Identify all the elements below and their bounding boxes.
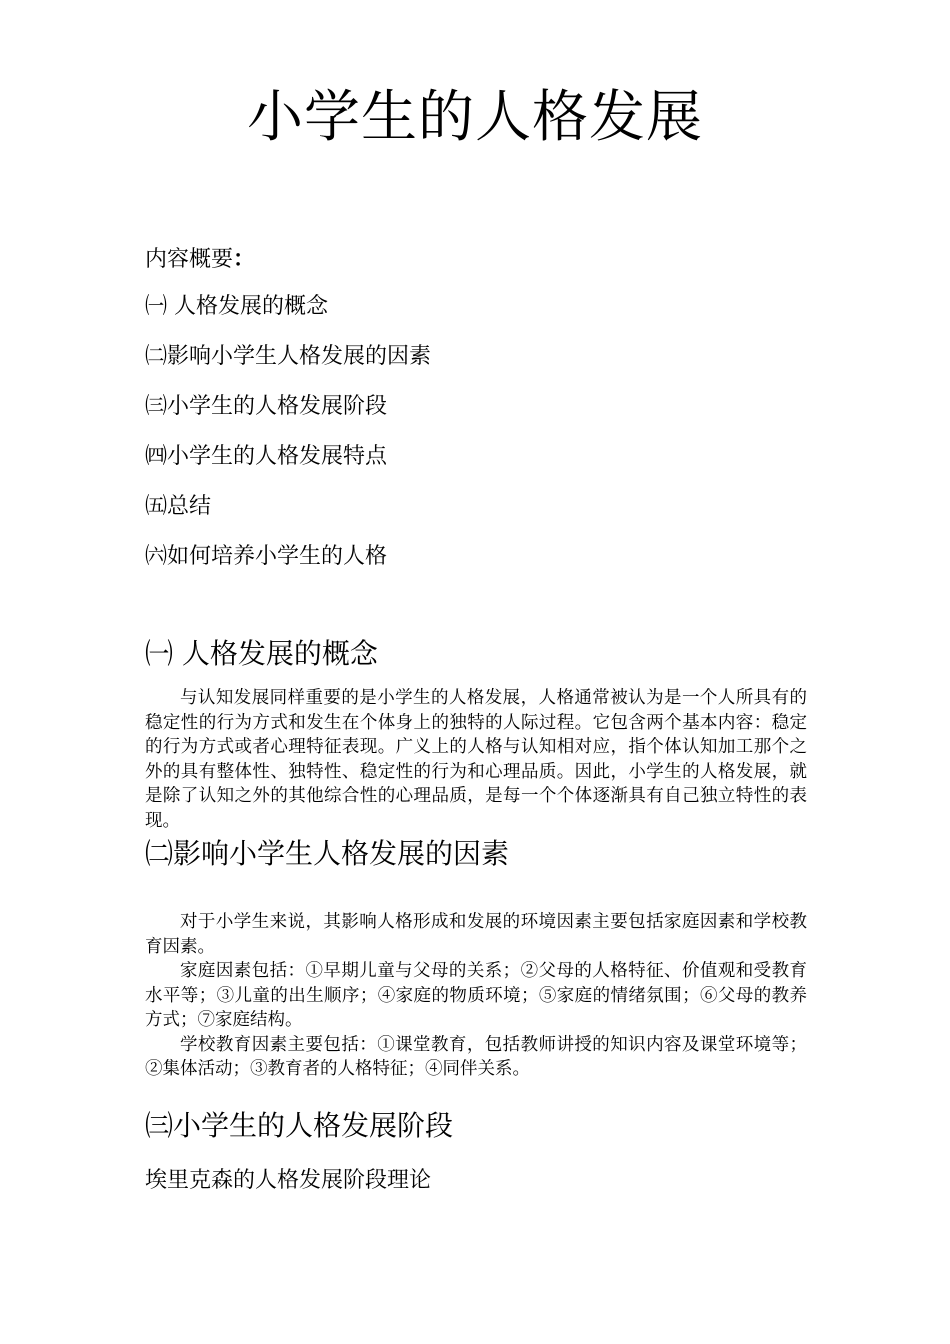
toc-heading-label: 内容概要 [145, 247, 234, 272]
section-body [145, 686, 807, 833]
paragraph: 对于小学生来说，其影响人格形成和发展的环境因素主要包括家庭因素和学校教育因素。 [145, 912, 807, 957]
section-heading: ㈠ 人格发展的概念 [145, 637, 378, 670]
section-heading: ㈡影响小学生人格发展的因素 [145, 837, 510, 870]
paragraph: 家庭因素包括：①早期儿童与父母的关系；②父母的人格特征、价值观和受教育水平等；③儿童的出生顺序；④家庭的物质环境；⑤家庭的情绪氛围；⑥父母的教养方式；⑦家庭结构。 [145, 961, 807, 1030]
toc-item: ㈠ 人格发展的概念 [145, 294, 328, 319]
toc-item: ㈤总结 [145, 494, 212, 519]
section-subheading: 埃里克森的人格发展阶段理论 [145, 1168, 432, 1193]
section-heading: ㈢小学生的人格发展阶段 [145, 1109, 454, 1142]
toc-heading-colon: ： [233, 246, 256, 272]
paragraph: 学校教育因素主要包括：①课堂教育，包括教师讲授的知识内容及课堂环境等；②集体活动；③教育者的人格特征；④同伴关系。 [145, 1034, 807, 1079]
toc-item: ㈡影响小学生人格发展的因素 [145, 344, 432, 369]
document-title: 小学生的人格发展 [247, 85, 703, 150]
toc-heading [145, 244, 255, 275]
toc-list [145, 292, 431, 592]
toc-item: ㈢小学生的人格发展阶段 [145, 394, 388, 419]
section-body [145, 910, 807, 1082]
paragraph: 与认知发展同样重要的是小学生的人格发展，人格通常被认为是一个人所具有的稳定性的行为方式和发生在个体身上的独特的人际过程。它包含两个基本内容：稳定的行为方式或者心理特征表现。广义上的人格与认知相对应，指个体认知加工那个之外的具有整体性、独特性、稳定性的行为和心理品质。因此，小学生的人格发展，就是除了认知之外的其他综合性的心理品质，是每一个个体逐渐具有自己独立特性的表现。 [145, 688, 807, 831]
toc-item: ㈣小学生的人格发展特点 [145, 444, 388, 469]
toc-item: ㈥如何培养小学生的人格 [145, 544, 388, 569]
